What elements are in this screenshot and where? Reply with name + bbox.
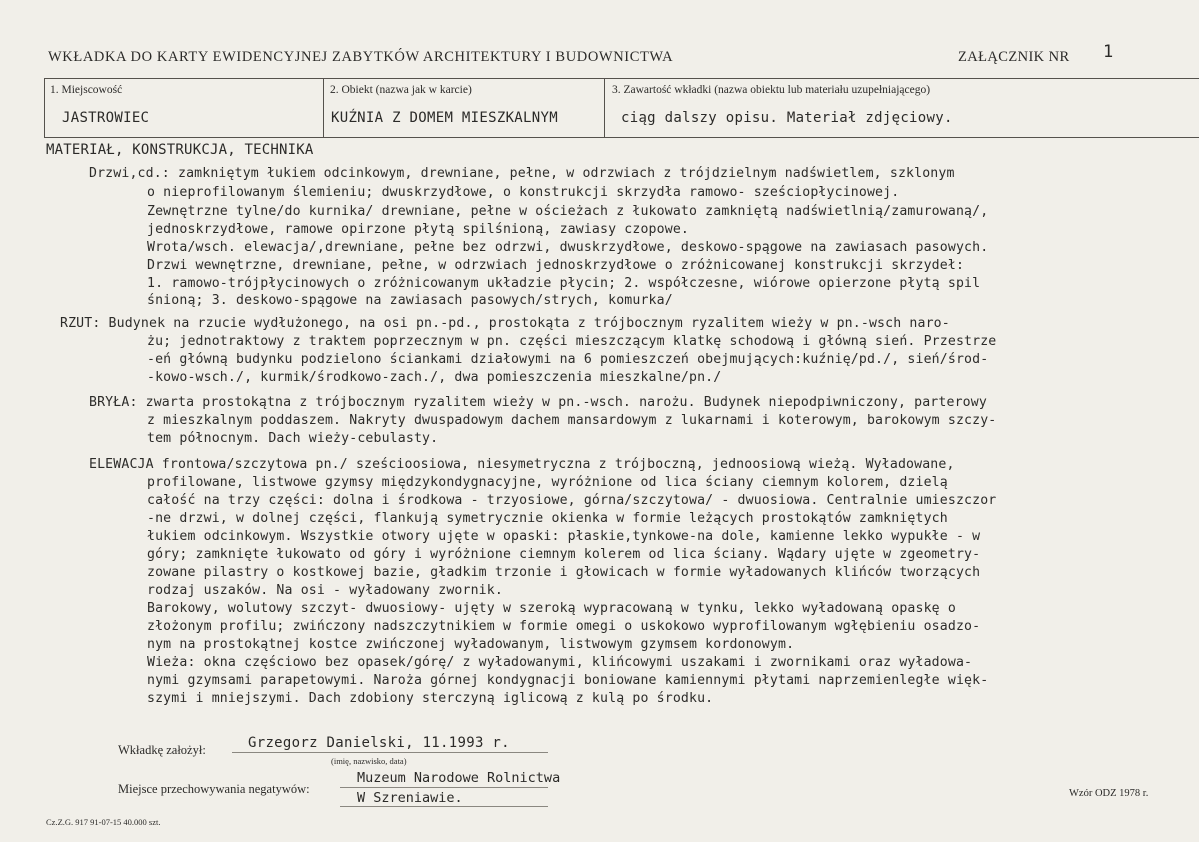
body-line: szymi i mniejszymi. Dach zdobiony sterczyną iglicową z kulą po środku.: [147, 691, 714, 706]
body-line: Drzwi wewnętrzne, drewniane, pełne, w odrzwiach jednoskrzydłowe o zróżnicowanej konstrukcji skrzydeł:: [147, 258, 965, 273]
body-line: śnioną; 3. deskowo-spągowe na zawiasach pasowych/strych, komurka/: [147, 293, 673, 308]
table-divider-2: [604, 78, 605, 138]
body-line: łukiem odcinkowym. Wszystkie otwory ujęte w opaski: płaskie,tynkowe-na dole, kamienne lekko wypukłe - w: [147, 529, 981, 544]
body-line: jednoskrzydłowe, ramowe opirzone płytą spilśnioną, zawiasy czopowe.: [147, 222, 689, 237]
body-line: góry; zamknięte łukowato od góry i wyróżnione ciemnym kolerem od lica ściany. Wądary ujęte w zgeometry-: [147, 547, 981, 562]
body-line: Barokowy, wolutowy szczyt- dwuosiowy- ujęty w szeroką wypracowaną w tynku, lekko wyładowaną opaskę o: [147, 601, 956, 616]
body-line: RZUT: Budynek na rzucie wydłużonego, na osi pn.-pd., prostokąta z trójbocznym ryzalitem wieży w pn.-wsch naro-: [60, 316, 950, 331]
storage-underline-2: [340, 806, 548, 807]
body-line: Wieża: okna częściowo bez opasek/górę/ z wyładowanymi, klińcowymi uszakami i zwornikami oraz wyładowa-: [147, 655, 973, 670]
object-label: 2. Obiekt (nazwa jak w karcie): [330, 84, 472, 96]
founded-value: Grzegorz Danielski, 11.1993 r.: [248, 735, 510, 751]
body-line: -ne drzwi, w dolnej części, flankują symetrycznie okienka w formie leżących prostokątów zamkniętych: [147, 511, 948, 526]
founded-note: (imię, nazwisko, data): [331, 756, 407, 766]
body-line: nym na prostokątnej kostce zwińczonej wyładowanym, listwowym gzymsem kordonowym.: [147, 637, 795, 652]
body-line: żu; jednotraktowy z traktem poprzecznym w pn. części mieszczącym klatkę schodową i główną sień. Przestrze: [147, 334, 997, 349]
body-line: o nieprofilowanym ślemieniu; dwuskrzydłowe, o konstrukcji skrzydła ramowo- sześciopłycinowej.: [147, 185, 900, 200]
form-model: Wzór ODZ 1978 r.: [1069, 788, 1149, 799]
body-line: ELEWACJA frontowa/szczytowa pn./ sześcioosiowa, niesymetryczna z trójboczną, jednoosiową wieżą. Wyładowane,: [89, 457, 955, 472]
content-value: ciąg dalszy opisu. Materiał zdjęciowy.: [621, 110, 953, 126]
annex-number: 1: [1103, 42, 1114, 62]
body-line: złożonym profilu; zwińczony nadszczytnikiem w formie omegi o uskokowo wyprofilowanym wgłębieniu osadzo-: [147, 619, 981, 634]
locality-value: JASTROWIEC: [62, 110, 150, 126]
body-line: 1. ramowo-trójpłycinowych o zróżnicowanym układzie płycin; 2. współczesne, wiórowe opierzone płytą spil: [147, 276, 981, 291]
body-line: z mieszkalnym poddaszem. Nakryty dwuspadowym dachem mansardowym z lukarnami i koterowym, barokowym szczy-: [147, 413, 997, 428]
table-top-border: [44, 78, 1199, 79]
body-line: -kowo-wsch./, kurmik/środkowo-zach./, dwa pomieszczenia mieszkalne/pn./: [147, 370, 722, 385]
storage-underline-1: [340, 787, 548, 788]
founded-label: Wkładkę założył:: [118, 743, 206, 757]
body-line: profilowane, listwowe gzymsy międzykondygnacyjne, wyróżnione od lica ściany ciemnym kolorem, dzielą: [147, 475, 948, 490]
body-line: Wrota/wsch. elewacja/,drewniane, pełne bez odrzwi, dwuskrzydłowe, deskowo-spągowe na zawiasach pasowych.: [147, 240, 989, 255]
founded-underline: [232, 752, 548, 753]
storage-line-2: W Szreniawie.: [357, 790, 463, 806]
body-line: -eń główną budynku podzielono ściankami działowymi na 6 pomieszczeń obejmujących:kuźnię/pd./, sień/środ-: [147, 352, 989, 367]
body-line: BRYŁA: zwarta prostokątna z trójbocznym ryzalitem wieży w pn.-wsch. narożu. Budynek niepodpiwniczony, parterowy: [89, 395, 987, 410]
body-line: Zewnętrzne tylne/do kurnika/ drewniane, pełne w ościeżach z łukowato zamkniętą nadświetlnią/zamurowaną/,: [147, 204, 989, 219]
object-value: KUŹNIA Z DOMEM MIESZKALNYM: [331, 110, 558, 126]
table-left-border: [44, 78, 45, 138]
form-title: WKŁADKA DO KARTY EWIDENCYJNEJ ZABYTKÓW ARCHITEKTURY I BUDOWNICTWA: [48, 49, 674, 65]
body-line: nymi gzymsami parapetowymi. Naroża górnej kondygnacji boniowane kamiennymi płytami naprzemienległe więk-: [147, 673, 989, 688]
table-divider-1: [323, 78, 324, 138]
body-line: tem północnym. Dach wieży-cebulasty.: [147, 431, 439, 446]
section-title: MATERIAŁ, KONSTRUKCJA, TECHNIKA: [46, 142, 314, 158]
content-label: 3. Zawartość wkładki (nazwa obiektu lub materiału uzupełniającego): [612, 84, 931, 96]
body-line: zowane pilastry o kostkowej bazie, gładkim trzonie i głowicach w formie wyładowanych klińców tworzących: [147, 565, 981, 580]
body-line: całość na trzy części: dolna i środkowa - trzyosiowe, górna/szczytowa/ - dwuosiowa. Centralnie umieszczor: [147, 493, 997, 508]
body-line: rodzaj uszaków. Na osi - wyładowany zwornik.: [147, 583, 503, 598]
body-line: Drzwi,cd.: zamkniętym łukiem odcinkowym, drewniane, pełne, w odrzwiach z trójdzielnym nadświetlem, szklonym: [89, 166, 955, 181]
annex-label: ZAŁĄCZNIK NR: [958, 49, 1070, 65]
print-code: Cz.Z.G. 917 91-07-15 40.000 szt.: [46, 817, 161, 827]
locality-label: 1. Miejscowość: [50, 84, 123, 96]
storage-line-1: Muzeum Narodowe Rolnictwa: [357, 770, 561, 786]
table-bottom-border: [44, 137, 1199, 138]
storage-label: Miejsce przechowywania negatywów:: [118, 782, 310, 796]
